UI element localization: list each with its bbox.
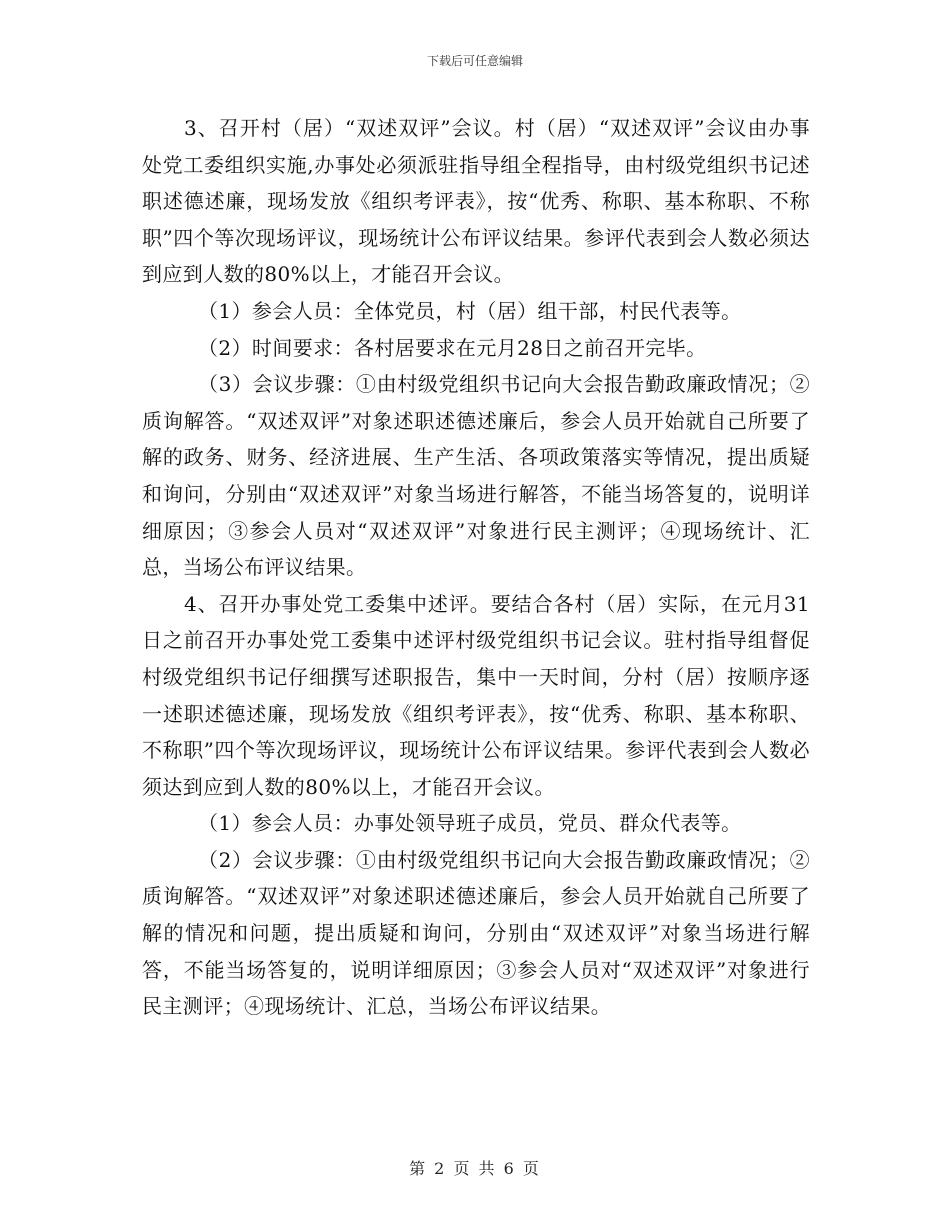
document-body xyxy=(142,110,810,1025)
paragraph-attendees-2: （1）参会人员：办事处领导班子成员，党员、群众代表等。 xyxy=(198,811,742,836)
page-header-note: 下载后可任意编辑 xyxy=(426,54,523,68)
paragraph-section-4: 4、召开办事处党工委集中述评。要结合各村（居）实际，在元月31日之前召开办事处党工委集中述评村级党组织书记会议。驻村指导组督促村级党组织书记仔细撰写述职报告，集中一天时间，分村（居）按顺序逐一述职述德述廉，现场发放《组织考评表》，按“优秀、称职、基本称职、不称职”四个等次现场评议，现场统计公布评议结果。参评代表到会人数必须达到应到人数的80%以上，才能召开会议。 xyxy=(142,591,810,799)
paragraph-meeting-steps-1: （3）会议步骤：①由村级党组织书记向大会报告勤政廉政情况；②质询解答。“双述双评”对象述职述德述廉后，参会人员开始就自己所要了解的政务、财务、经济进展、生产生活、各项政策落实等情况，提出质疑和询问，分别由“双述双评”对象当场进行解答，不能当场答复的，说明详细原因；③参会人员对“双述双评”对象进行民主测评；④现场统计、汇总，当场公布评议结果。 xyxy=(142,372,810,580)
paragraph-time-requirement: （2）时间要求：各村居要求在元月28日之前召开完毕。 xyxy=(198,335,707,360)
page-number-footer: 第 2 页 共 6 页 xyxy=(409,1159,541,1178)
paragraph-section-3: 3、召开村（居）“双述双评”会议。村（居）“双述双评”会议由办事处党工委组织实施,办事处必须派驻指导组全程指导，由村级党组织书记述职述德述廉，现场发放《组织考评表》，按“优秀、称职、基本称职、不称职”四个等次现场评议，现场统计公布评议结果。参评代表到会人数必须达到应到人数的80%以上，才能召开会议。 xyxy=(142,116,810,287)
paragraph-meeting-steps-2: （2）会议步骤：①由村级党组织书记向大会报告勤政廉政情况；②质询解答。“双述双评”对象述职述德述廉后，参会人员开始就自己所要了解的情况和问题，提出质疑和询问，分别由“双述双评”对象当场进行解答，不能当场答复的，说明详细原因；③参会人员对“双述双评”对象进行民主测评；④现场统计、汇总，当场公布评议结果。 xyxy=(142,847,810,1019)
paragraph-attendees-1: （1）参会人员：全体党员，村（居）组干部，村民代表等。 xyxy=(198,298,742,323)
